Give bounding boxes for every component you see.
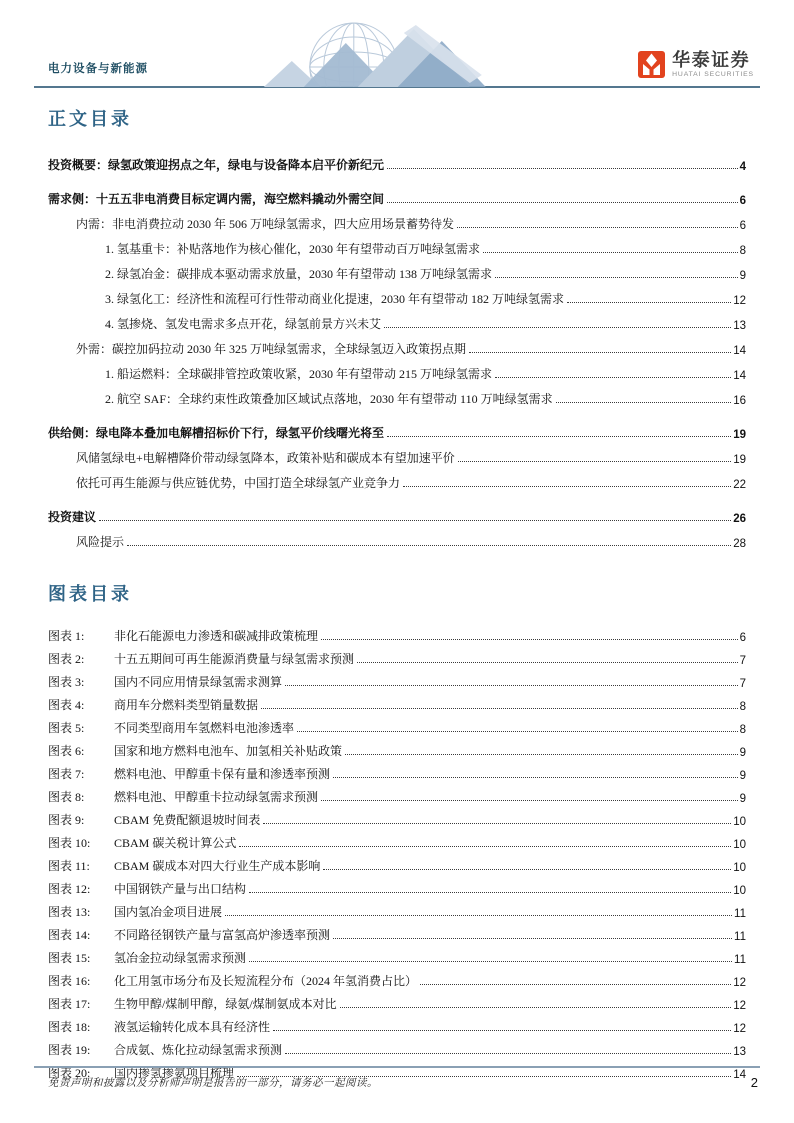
figure-page-number: 13 <box>733 1045 746 1058</box>
figure-entry[interactable]: 图表 10: CBAM 碳关税计算公式 10 <box>48 836 746 851</box>
toc-entry[interactable]: 风储氢绿电+电解槽降价带动绿氢降本，政策补贴和碳成本有望加速平价 19 <box>76 451 746 466</box>
dot-leader <box>403 486 731 487</box>
toc-page-number: 9 <box>739 269 746 282</box>
toc-page-number: 6 <box>739 194 746 207</box>
toc-entry[interactable]: 1. 氢基重卡：补贴落地作为核心催化，2030 年有望带动百万吨绿氢需求 8 <box>105 242 746 257</box>
dot-leader <box>127 545 731 546</box>
figure-page-number: 7 <box>739 677 746 690</box>
page-footer <box>34 1066 760 1090</box>
figure-number: 图表 2: <box>48 652 85 666</box>
toc-list <box>48 148 746 550</box>
figure-entry[interactable]: 图表 8: 燃料电池、甲醇重卡拉动绿氢需求预测 9 <box>48 790 746 805</box>
dot-leader <box>99 520 731 521</box>
figure-entry[interactable]: 图表 19: 合成氨、炼化拉动绿氢需求预测 13 <box>48 1043 746 1058</box>
dot-leader <box>469 352 731 353</box>
figure-page-number: 9 <box>739 769 746 782</box>
toc-entry[interactable]: 1. 船运燃料：全球碳排管控政策收紧，2030 年有望带动 215 万吨绿氢需求 14 <box>105 367 746 382</box>
dot-leader <box>321 800 738 801</box>
dot-leader <box>420 984 731 985</box>
dot-leader <box>285 1053 731 1054</box>
figure-page-number: 10 <box>733 884 746 897</box>
huatai-logo-icon <box>638 51 665 78</box>
figure-page-number: 11 <box>734 930 746 943</box>
toc-page-number: 4 <box>739 160 746 173</box>
dot-leader <box>321 639 738 640</box>
figure-number: 图表 14: <box>48 928 91 942</box>
toc-entry[interactable]: 投资概要：绿氢政策迎拐点之年，绿电与设备降本启平价新纪元 4 <box>48 158 746 173</box>
figure-page-number: 12 <box>733 976 746 989</box>
figure-page-number: 10 <box>733 815 746 828</box>
dot-leader <box>239 846 731 847</box>
figure-page-number: 7 <box>739 654 746 667</box>
figure-entry[interactable]: 图表 11: CBAM 碳成本对四大行业生产成本影响 10 <box>48 859 746 874</box>
dot-leader <box>556 402 732 403</box>
dot-leader <box>387 436 731 437</box>
figure-entry[interactable]: 图表 9: CBAM 免费配额退坡时间表 10 <box>48 813 746 828</box>
figure-number: 图表 5: <box>48 721 85 735</box>
toc-entry[interactable]: 4. 氢掺烧、氢发电需求多点开花，绿氢前景方兴未艾 13 <box>105 317 746 332</box>
dot-leader <box>340 1007 732 1008</box>
toc-entry[interactable]: 风险提示 28 <box>76 535 746 550</box>
figure-number: 图表 12: <box>48 882 91 896</box>
toc-page-number: 22 <box>733 478 746 491</box>
dot-leader <box>567 302 731 303</box>
figure-page-number: 8 <box>739 700 746 713</box>
dot-leader <box>323 869 731 870</box>
figure-page-number: 9 <box>739 746 746 759</box>
figure-number: 图表 11: <box>48 859 90 873</box>
figure-page-number: 12 <box>733 1022 746 1035</box>
figure-number: 图表 4: <box>48 698 85 712</box>
toc-page-number: 19 <box>733 428 746 441</box>
disclaimer-text: 免责声明和披露以及分析师声明是报告的一部分，请务必一起阅读。 <box>48 1078 378 1089</box>
dot-leader <box>457 227 738 228</box>
figure-number: 图表 16: <box>48 974 91 988</box>
toc-entry[interactable]: 投资建议 26 <box>48 510 746 525</box>
toc-entry[interactable]: 外需：碳控加码拉动 2030 年 325 万吨绿氢需求，全球绿氢迈入政策拐点期 14 <box>76 342 746 357</box>
dot-leader <box>483 252 738 253</box>
figures-title: 图表目录 <box>48 584 132 604</box>
dot-leader <box>495 377 731 378</box>
figure-entry[interactable]: 图表 1: 非化石能源电力渗透和碳减排政策梳理 6 <box>48 629 746 644</box>
page-header <box>34 0 760 88</box>
figure-entry[interactable]: 图表 7: 燃料电池、甲醇重卡保有量和渗透率预测 9 <box>48 767 746 782</box>
toc-entry[interactable]: 2. 航空 SAF：全球约束性政策叠加区域试点落地，2030 年有望带动 110 万吨绿氢需求 16 <box>105 392 746 407</box>
figure-number: 图表 18: <box>48 1020 91 1034</box>
figure-entry[interactable]: 图表 3: 国内不同应用情景绿氢需求测算 7 <box>48 675 746 690</box>
figure-page-number: 6 <box>739 631 746 644</box>
report-category: 电力设备与新能源 <box>48 63 148 75</box>
figures-list <box>48 621 746 1081</box>
figure-number: 图表 20: <box>48 1066 91 1080</box>
figure-entry[interactable]: 图表 6: 国家和地方燃料电池车、加氢相关补贴政策 9 <box>48 744 746 759</box>
figure-entry[interactable]: 图表 18: 液氢运输转化成本具有经济性 12 <box>48 1020 746 1035</box>
toc-page-number: 19 <box>733 453 746 466</box>
dot-leader <box>458 461 731 462</box>
figure-page-number: 10 <box>733 861 746 874</box>
figure-number: 图表 6: <box>48 744 85 758</box>
figure-entry[interactable]: 图表 12: 中国钢铁产量与出口结构 10 <box>48 882 746 897</box>
figure-page-number: 11 <box>734 953 746 966</box>
page-number: 2 <box>750 1075 758 1090</box>
figure-number: 图表 15: <box>48 951 91 965</box>
toc-page-number: 12 <box>733 294 746 307</box>
toc-page-number: 6 <box>739 219 746 232</box>
toc-page-number: 8 <box>739 244 746 257</box>
figure-entry[interactable]: 图表 2: 十五五期间可再生能源消费量与绿氢需求预测 7 <box>48 652 746 667</box>
figure-entry[interactable]: 图表 13: 国内氢冶金项目进展 11 <box>48 905 746 920</box>
logo-name-en: HUATAI SECURITIES <box>672 70 754 78</box>
dot-leader <box>357 662 738 663</box>
dot-leader <box>345 754 738 755</box>
dot-leader <box>495 277 738 278</box>
toc-entry[interactable]: 需求侧：十五五非电消费目标定调内需，海空燃料撬动外需空间 6 <box>48 192 746 207</box>
figure-page-number: 10 <box>733 838 746 851</box>
figure-number: 图表 10: <box>48 836 91 850</box>
dot-leader <box>263 823 731 824</box>
globe-graphic <box>246 17 526 87</box>
figure-number: 图表 13: <box>48 905 91 919</box>
dot-leader <box>225 915 732 916</box>
toc-page-number: 14 <box>733 344 746 357</box>
dot-leader <box>273 1030 731 1031</box>
figure-number: 图表 17: <box>48 997 91 1011</box>
figure-number: 图表 19: <box>48 1043 91 1057</box>
figure-number: 图表 7: <box>48 767 85 781</box>
figure-entry[interactable]: 图表 14: 不同路径钢铁产量与富氢高炉渗透率预测 11 <box>48 928 746 943</box>
toc-page-number: 14 <box>733 369 746 382</box>
dot-leader <box>384 327 731 328</box>
dot-leader <box>249 961 732 962</box>
figure-number: 图表 9: <box>48 813 85 827</box>
toc-entry[interactable]: 内需：非电消费拉动 2030 年 506 万吨绿氢需求，四大应用场景蓄势待发 6 <box>76 217 746 232</box>
toc-title: 正文目录 <box>48 109 132 129</box>
figure-number: 图表 1: <box>48 629 85 643</box>
figure-page-number: 8 <box>739 723 746 736</box>
figure-number: 图表 3: <box>48 675 85 689</box>
logo-text <box>672 51 754 78</box>
toc-page-number: 28 <box>733 537 746 550</box>
figure-entry[interactable]: 图表 4: 商用车分燃料类型销量数据 8 <box>48 698 746 713</box>
dot-leader <box>387 168 738 169</box>
toc-entry[interactable]: 2. 绿氢冶金：碳排成本驱动需求放量，2030 年有望带动 138 万吨绿氢需求 9 <box>105 267 746 282</box>
toc-page-number: 13 <box>733 319 746 332</box>
dot-leader <box>249 892 731 893</box>
dot-leader <box>333 938 732 939</box>
figure-page-number: 11 <box>734 907 746 920</box>
toc-page-number: 16 <box>733 394 746 407</box>
figure-entry[interactable]: 图表 17: 生物甲醇/煤制甲醇，绿氨/煤制氨成本对比 12 <box>48 997 746 1012</box>
figure-entry[interactable]: 图表 5: 不同类型商用车氢燃料电池渗透率 8 <box>48 721 746 736</box>
toc-entry[interactable]: 供给侧：绿电降本叠加电解槽招标价下行，绿氢平价线曙光将至 19 <box>48 426 746 441</box>
figure-page-number: 14 <box>733 1068 746 1081</box>
figure-entry[interactable]: 图表 15: 氢冶金拉动绿氢需求预测 11 <box>48 951 746 966</box>
logo-name-cn: 华泰证券 <box>672 49 751 70</box>
dot-leader <box>261 708 738 709</box>
dot-leader <box>297 731 738 732</box>
figure-page-number: 12 <box>733 999 746 1012</box>
figure-page-number: 9 <box>739 792 746 805</box>
dot-leader <box>333 777 738 778</box>
dot-leader <box>387 202 738 203</box>
figure-number: 图表 8: <box>48 790 85 804</box>
huatai-logo <box>638 51 754 78</box>
dot-leader <box>285 685 738 686</box>
toc-page-number: 26 <box>733 512 746 525</box>
figure-entry[interactable]: 图表 16: 化工用氢市场分布及长短流程分布（2024 年氢消费占比） 12 <box>48 974 746 989</box>
toc-entry[interactable]: 依托可再生能源与供应链优势，中国打造全球绿氢产业竞争力 22 <box>76 476 746 491</box>
toc-entry[interactable]: 3. 绿氢化工：经济性和流程可行性带动商业化提速，2030 年有望带动 182 万吨绿氢需求 12 <box>105 292 746 307</box>
figure-entry[interactable]: 图表 20: 国内掺氢掺氨项目梳理 14 <box>48 1066 746 1081</box>
